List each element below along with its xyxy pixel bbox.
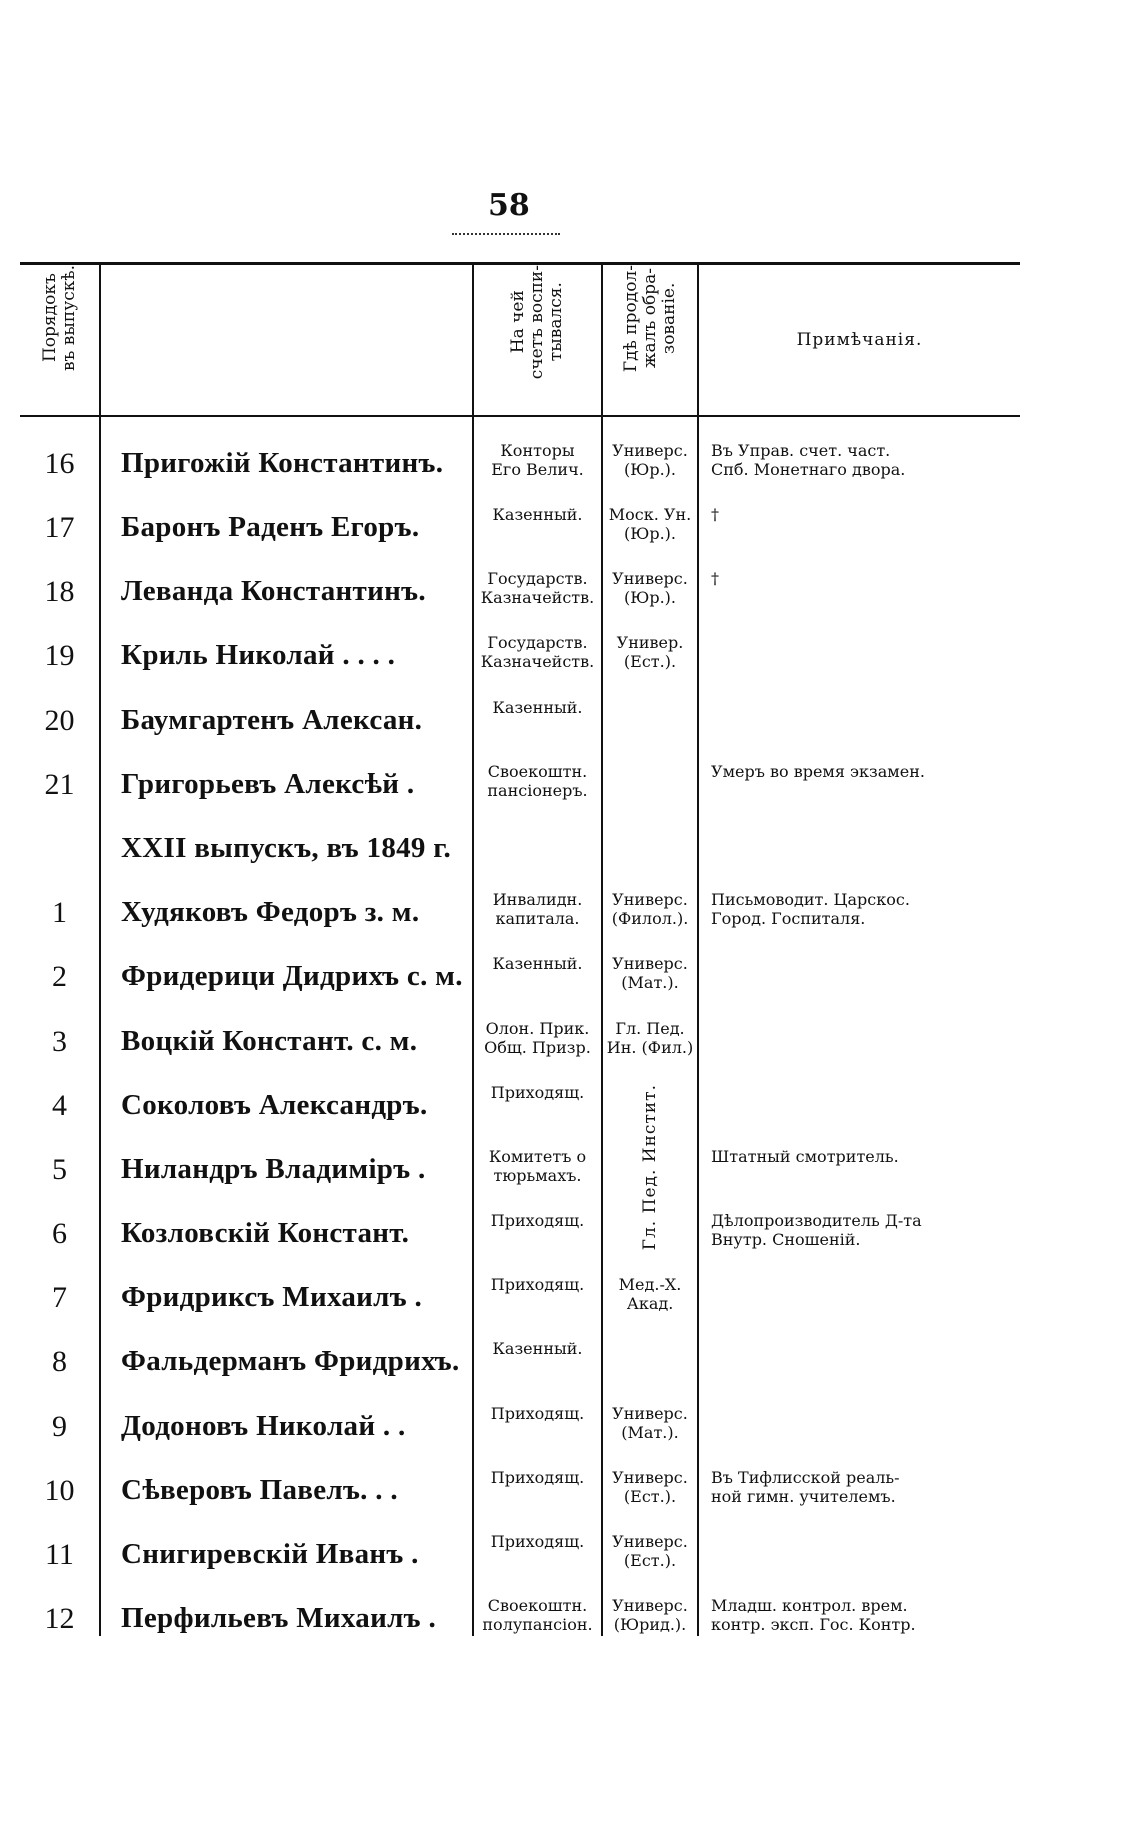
- row-a-note-5: Умеръ во время экзамен.: [711, 761, 925, 781]
- row-a-fund-2: Государств. Казначейств.: [473, 545, 602, 609]
- row-a-study-4: [602, 674, 698, 738]
- table-row: [20, 1123, 1020, 1187]
- row-b-name-5: Козловскій Констант.: [100, 1187, 473, 1251]
- row-a-note-1: †: [711, 505, 719, 524]
- table-row: [20, 1187, 1020, 1251]
- row-b-num-8: 9: [20, 1380, 100, 1444]
- table-row: [20, 609, 1020, 673]
- section-fund-blank: [473, 802, 602, 866]
- row-b-name-3: Соколовъ Александръ.: [100, 1059, 473, 1123]
- row-b-num-0: 1: [20, 866, 100, 930]
- row-a-study-1: Моск. Ун. (Юр.).: [602, 481, 698, 545]
- table-row: [20, 866, 1020, 930]
- row-b-study-1: Универс. (Мат.).: [602, 930, 698, 994]
- table-row: [20, 1251, 1020, 1315]
- row-b-num-6: 7: [20, 1251, 100, 1315]
- row-b-num-1: 2: [20, 930, 100, 994]
- row-b-name-1: Фридерици Дидрихъ с. м.: [100, 930, 473, 994]
- row-b-study-11: Универс. (Юрид.).: [602, 1572, 698, 1636]
- table-row: [20, 1380, 1020, 1444]
- row-b-note-7: [698, 1315, 1020, 1379]
- row-b-num-3: 4: [20, 1059, 100, 1123]
- merged-study-label: Гл. Пед. Инстит.: [639, 1083, 660, 1251]
- row-b-fund-3: Приходящ.: [473, 1059, 602, 1123]
- table-row: [20, 1444, 1020, 1508]
- row-b-name-11: Перфильевъ Михаилъ .: [100, 1572, 473, 1636]
- row-b-num-7: 8: [20, 1315, 100, 1379]
- table-row: [20, 416, 1020, 481]
- row-b-note-11: Младш. контрол. врем. контр. эксп. Гос. Контр.: [711, 1596, 916, 1635]
- row-a-fund-4: Казенный.: [473, 674, 602, 738]
- row-b-note-9: Въ Тифлисской реаль- ной гимн. учителемъ.: [711, 1467, 900, 1506]
- header-notes: Примѣчанія.: [698, 264, 1020, 417]
- row-b-study-9: Универс. (Ест.).: [602, 1444, 698, 1508]
- row-b-fund-6: Приходящ.: [473, 1251, 602, 1315]
- row-a-note-4: [698, 674, 1020, 738]
- register-table: [20, 262, 1020, 1636]
- row-b-note-8: [698, 1380, 1020, 1444]
- page-number: 58: [488, 188, 530, 223]
- row-b-note-1: [698, 930, 1020, 994]
- row-b-fund-9: Приходящ.: [473, 1444, 602, 1508]
- row-a-fund-3: Государств. Казначейств.: [473, 609, 602, 673]
- table-row: [20, 995, 1020, 1059]
- row-b-num-4: 5: [20, 1123, 100, 1187]
- row-b-study-8: Универс. (Мат.).: [602, 1380, 698, 1444]
- table-row: [20, 674, 1020, 738]
- table-row: [20, 545, 1020, 609]
- row-a-name-3: Криль Николай . . . .: [100, 609, 473, 673]
- row-b-fund-11: Своекоштн. полупансіон.: [473, 1572, 602, 1636]
- section-study-blank: [602, 802, 698, 866]
- row-b-fund-2: Олон. Прик. Общ. Призр.: [473, 995, 602, 1059]
- row-b-fund-7: Казенный.: [473, 1315, 602, 1379]
- section-title-year: въ 1849 г.: [318, 831, 452, 864]
- row-a-num-2: 18: [20, 545, 100, 609]
- row-a-num-5: 21: [20, 738, 100, 802]
- page-number-rule: [452, 233, 560, 235]
- row-b-num-2: 3: [20, 995, 100, 1059]
- section-title: [100, 802, 473, 866]
- row-a-name-2: Леванда Константинъ.: [100, 545, 473, 609]
- row-b-name-0: Худяковъ Федоръ з. м.: [100, 866, 473, 930]
- row-b-study-10: Универс. (Ест.).: [602, 1508, 698, 1572]
- table-row: [20, 930, 1020, 994]
- row-a-num-4: 20: [20, 674, 100, 738]
- row-b-name-4: Ниландръ Владиміръ .: [100, 1123, 473, 1187]
- section-num-blank: [20, 802, 100, 866]
- row-b-num-9: 10: [20, 1444, 100, 1508]
- row-b-study-7: [602, 1315, 698, 1379]
- row-b-study-2: Гл. Пед. Ин. (Фил.): [602, 995, 698, 1059]
- row-b-note-6: [698, 1251, 1020, 1315]
- row-a-fund-0: Конторы Его Велич.: [473, 416, 602, 481]
- row-b-name-2: Воцкій Констант. с. м.: [100, 995, 473, 1059]
- row-a-study-5: [602, 738, 698, 802]
- row-a-study-2: Универс. (Юр.).: [602, 545, 698, 609]
- row-b-fund-8: Приходящ.: [473, 1380, 602, 1444]
- row-b-fund-1: Казенный.: [473, 930, 602, 994]
- table-row: [20, 481, 1020, 545]
- row-b-study-0: Универс. (Филол.).: [602, 866, 698, 930]
- row-b-fund-4: Комитетъ о тюрьмахъ.: [473, 1123, 602, 1187]
- row-a-name-0: Пригожій Константинъ.: [100, 416, 473, 481]
- section-title-main: XXII выпускъ,: [121, 831, 319, 864]
- row-a-fund-1: Казенный.: [473, 481, 602, 545]
- row-b-note-5: Дѣлопроизводитель Д-та Внутр. Сношеній.: [711, 1211, 922, 1250]
- table-header: [20, 264, 1020, 417]
- row-b-fund-0: Инвалидн. капитала.: [473, 866, 602, 930]
- header-fund: На чей счетъ воспи- тывался.: [473, 264, 602, 417]
- row-b-num-11: 12: [20, 1572, 100, 1636]
- table-row: [20, 1572, 1020, 1636]
- row-a-study-0: Универс. (Юр.).: [602, 416, 698, 481]
- row-a-fund-5: Своекоштн. пансіонеръ.: [473, 738, 602, 802]
- row-a-name-4: Баумгартенъ Алексан.: [100, 674, 473, 738]
- row-b-num-10: 11: [20, 1508, 100, 1572]
- table-row: [20, 1508, 1020, 1572]
- row-a-num-0: 16: [20, 416, 100, 481]
- merged-study-cell: [602, 1059, 698, 1252]
- row-b-note-0: Письмоводит. Царскос. Город. Госпиталя.: [711, 890, 910, 929]
- table-row: [20, 738, 1020, 802]
- row-a-study-3: Универ. (Ест.).: [602, 609, 698, 673]
- row-b-study-6: Мед.-Х. Акад.: [602, 1251, 698, 1315]
- table-row: [20, 1059, 1020, 1123]
- row-a-num-3: 19: [20, 609, 100, 673]
- row-b-note-3: [698, 1059, 1020, 1123]
- row-b-name-6: Фридриксъ Михаилъ .: [100, 1251, 473, 1315]
- table-row: [20, 1315, 1020, 1379]
- row-b-name-8: Додоновъ Николай . .: [100, 1380, 473, 1444]
- row-a-note-0: Въ Управ. счет. част. Спб. Монетнаго двора.: [711, 441, 906, 479]
- row-b-fund-10: Приходящ.: [473, 1508, 602, 1572]
- section-note-blank: [698, 802, 1020, 866]
- row-b-note-2: [698, 995, 1020, 1059]
- row-a-note-3: [698, 609, 1020, 673]
- row-b-name-7: Фальдерманъ Фридрихъ.: [100, 1315, 473, 1379]
- section-row: [20, 802, 1020, 866]
- row-b-fund-5: Приходящ.: [473, 1187, 602, 1251]
- header-name: [100, 264, 473, 417]
- row-b-name-10: Снигиревскій Иванъ .: [100, 1508, 473, 1572]
- row-a-num-1: 17: [20, 481, 100, 545]
- row-a-note-2: †: [711, 569, 719, 589]
- row-b-note-4: Штатный смотритель.: [711, 1146, 899, 1166]
- row-b-note-10: [698, 1508, 1020, 1572]
- row-a-name-1: Баронъ Раденъ Егоръ.: [100, 481, 473, 545]
- row-a-name-5: Григорьевъ Алексѣй .: [100, 738, 473, 802]
- header-order: Порядокъ въ выпускѣ.: [20, 264, 100, 417]
- header-study: Гдѣ продол- жалъ обра- зованіе.: [602, 264, 698, 417]
- row-b-num-5: 6: [20, 1187, 100, 1251]
- row-b-name-9: Сѣверовъ Павелъ. . .: [100, 1444, 473, 1508]
